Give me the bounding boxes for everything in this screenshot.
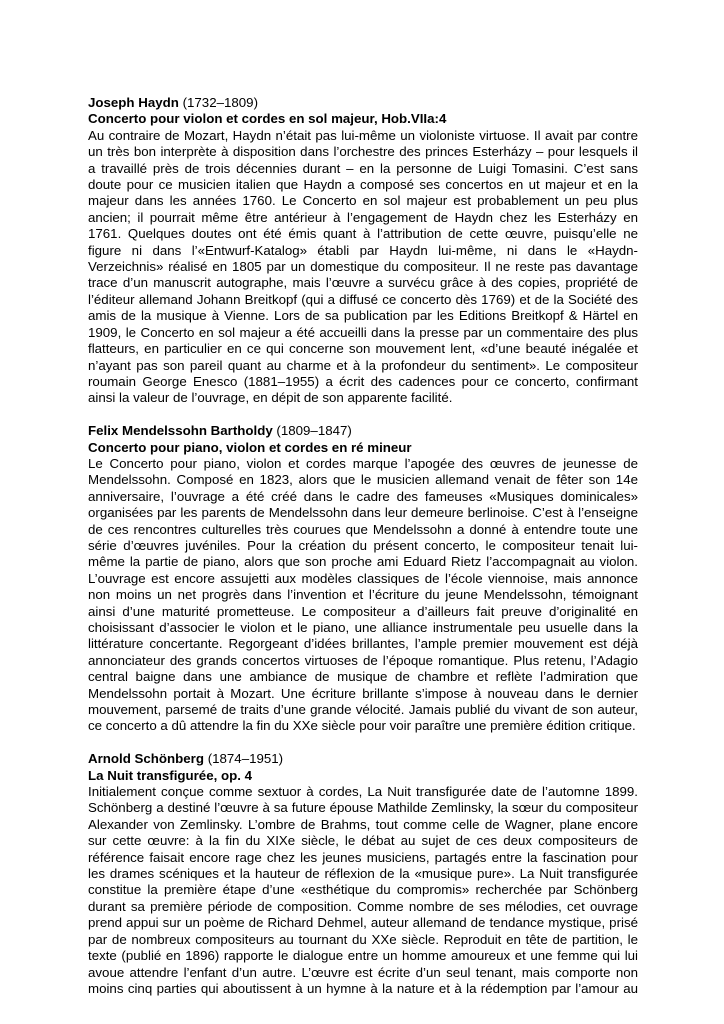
body-text-line: mouvement, parsemé de traits d’une grande vélocité. Jamais publié du vivant de son auteur, bbox=[88, 702, 638, 718]
body-text-line: ce concerto a dû attendre la fin du XXe siècle pour voir paraître une première édition critique. bbox=[88, 718, 636, 734]
body-text-line: majeur dans les années 1760. Le Concerto en sol majeur est probablement un peu plus bbox=[88, 193, 638, 209]
composer-name: Felix Mendelssohn Bartholdy bbox=[88, 423, 273, 439]
body-text-line: référence faisait encore rage chez les jeunes musiciens, partagés entre la fascination pour bbox=[88, 849, 638, 865]
program-note-section bbox=[88, 95, 638, 407]
body-text-line: annonciateur des grands concertos virtuoses de l’époque romantique. Plus retenu, l’Adagio bbox=[88, 652, 638, 668]
body-text-line: même la partie de piano, alors que son proche ami Eduard Rietz l’accompagnait au violon. bbox=[88, 554, 638, 570]
body-text-line: constitue la première étape d’une «esthétique du compromis» recherchée par Schönberg bbox=[88, 882, 638, 898]
body-text-line: littérature concertante. Regorgeant d’idées brillantes, l’ample premier mouvement est déjà bbox=[88, 636, 638, 652]
body-text-line: 1761. Quelques doutes ont été émis quant à l’attribution de cette œuvre, puisqu’elle ne bbox=[88, 226, 638, 242]
body-text-line: central baigne dans une ambiance de musique de chambre et reflète l’admiration que bbox=[88, 669, 638, 685]
work-title: La Nuit transfigurée, op. 4 bbox=[88, 767, 253, 783]
body-text-line: choisissant d’associer le violon et le piano, une alliance instrumentale peu usuelle dans la bbox=[88, 619, 638, 635]
composer-name: Joseph Haydn bbox=[88, 95, 179, 110]
body-text-line: un très bon interprète à disposition dans l’orchestre des princes Esterházy – pour lesquels il bbox=[88, 144, 638, 160]
composer-heading bbox=[88, 423, 638, 439]
program-note-section bbox=[88, 423, 638, 735]
body-text-line: prend appui sur un poème de Richard Dehmel, auteur allemand de tendance mystique, prisé bbox=[88, 915, 638, 931]
composer-name: Arnold Schönberg bbox=[88, 751, 204, 767]
body-text-line: figure ni dans l’«Entwurf-Katalog» établi par Haydn lui-même, ni dans le «Haydn- bbox=[88, 242, 638, 258]
body-text-line: sur cette œuvre: à la fin du XIXe siècle, le débat au sujet de ces deux compositeurs de bbox=[88, 833, 638, 849]
composer-heading bbox=[88, 751, 638, 767]
body-text-line: Au contraire de Mozart, Haydn n’était pas lui-même un violoniste virtuose. Il avait par contre bbox=[88, 127, 638, 143]
body-paragraph bbox=[88, 456, 638, 735]
body-text-line: série d’œuvres juvéniles. Pour la création du présent concerto, le compositeur tenait lui- bbox=[88, 537, 638, 553]
body-text-line: Verzeichnis» réalisé en 1805 par un domestique du compositeur. Il ne reste pas davantage bbox=[88, 259, 638, 275]
body-text-line: l’éditeur allemand Johann Breitkopf (qui a diffusé ce concerto dès 1769) et de la Société des bbox=[88, 291, 638, 307]
body-text-line: durant sa première période de composition. Comme nombre de ses mélodies, cet ouvrage bbox=[88, 898, 638, 914]
body-text-line: Mendelssohn portait à Mozart. Une écriture brillante s’impose à nouveau dans le dernier bbox=[88, 685, 638, 701]
body-text-line: par de nombreux compositeurs au tournant du XXe siècle. Reproduit en tête de partition, le bbox=[88, 931, 638, 947]
body-text-line: flatteurs, en particulier en ce qui concerne son mouvement lent, «d’une beauté inégalée et bbox=[88, 341, 638, 357]
body-text-line: anniversaire, l’ouvrage a été créé dans le cadre des fameuses «Musiques dominicales» bbox=[88, 488, 638, 504]
body-paragraph bbox=[88, 784, 638, 997]
body-text-line: Alexander von Zemlinsky. L’ombre de Brahms, tout comme celle de Wagner, plane encore bbox=[88, 816, 638, 832]
body-text-line: les drames scéniques et la hauteur de réflexion de la «musique pure». La Nuit transfigurée bbox=[88, 866, 638, 882]
body-text-line: non moins un net progrès dans l’invention et l’écriture du jeune Mendelssohn, témoignant bbox=[88, 587, 638, 603]
body-text-line: de ces rencontres culturelles très courues que Mendelssohn a donné à entendre toute une bbox=[88, 521, 638, 537]
body-text-line: roumain George Enesco (1881–1955) a écrit des cadences pour ce concerto, confirmant bbox=[88, 373, 638, 389]
composer-dates: (1732–1809) bbox=[182, 95, 259, 110]
body-text-line: 1909, le Concerto en sol majeur a été accueilli dans la presse par un commentaire des plus bbox=[88, 324, 638, 340]
program-note-section bbox=[88, 751, 638, 997]
body-text-line: texte (publié en 1896) rapporte le dialogue entre un homme amoureux et une femme qui lui bbox=[88, 948, 638, 964]
body-text-line: a travaillé près de trois décennies durant – en la personne de Luigi Tomasini. C’est sans bbox=[88, 160, 638, 176]
body-text-line: amis de la musique à Vienne. Lors de sa publication par les Editions Breitkopf & Härtel en bbox=[88, 308, 638, 324]
work-title: Concerto pour violon et cordes en sol majeur, Hob.VIIa:4 bbox=[88, 111, 447, 127]
body-text-line: organisées par les parents de Mendelssohn dans leur demeure berlinoise. C’est à l’enseigne bbox=[88, 505, 638, 521]
body-text-line: Initialement conçue comme sextuor à cordes, La Nuit transfigurée date de l’automne 1899. bbox=[88, 784, 638, 800]
body-text-line: Le Concerto pour piano, violon et cordes marque l’apogée des œuvres de jeunesse de bbox=[88, 455, 638, 471]
body-text-line: ainsi la valeur de l’ouvrage, en dépit de son apparente facilité. bbox=[88, 390, 453, 406]
composer-heading bbox=[88, 95, 638, 111]
document-page bbox=[88, 95, 638, 1014]
body-text-line: doute pour ce musicien italien que Haydn a composé ses concertos en ut majeur et en la bbox=[88, 177, 638, 193]
body-text-line: Mendelssohn. Composé en 1823, alors que le musicien allemand venait de fêter son 14e bbox=[88, 472, 638, 488]
body-paragraph bbox=[88, 128, 638, 407]
composer-dates: (1874–1951) bbox=[207, 751, 284, 767]
body-text-line: moins cinq parties qui aboutissent à un hymne à la nature et à la rédemption par l’amour au bbox=[88, 980, 638, 996]
body-text-line: L’ouvrage est encore assujetti aux modèles classiques de l’école viennoise, mais annonce bbox=[88, 570, 638, 586]
body-text-line: trace d’un manuscrit autographe, mais l’œuvre a survécu grâce à des copies, propriété de bbox=[88, 275, 638, 291]
body-text-line: n’ayant pas son pareil quant au charme et à la profondeur du sentiment». Le compositeur bbox=[88, 357, 638, 373]
body-text-line: Schönberg a destiné l’œuvre à sa future épouse Mathilde Zemlinsky, la sœur du compositeur bbox=[88, 800, 638, 816]
work-title: Concerto pour piano, violon et cordes en ré mineur bbox=[88, 439, 412, 455]
composer-dates: (1809–1847) bbox=[276, 423, 352, 439]
body-text-line: ainsi d’une maturité prometteuse. Le compositeur a d’ailleurs fait preuve d’originalité en bbox=[88, 603, 638, 619]
body-text-line: avoue attendre l’enfant d’un autre. L’œuvre est écrite d’un seul tenant, mais comporte non bbox=[88, 964, 638, 980]
body-text-line: ancien; il pourrait même être antérieur à l’engagement de Haydn chez les Esterházy en bbox=[88, 209, 638, 225]
